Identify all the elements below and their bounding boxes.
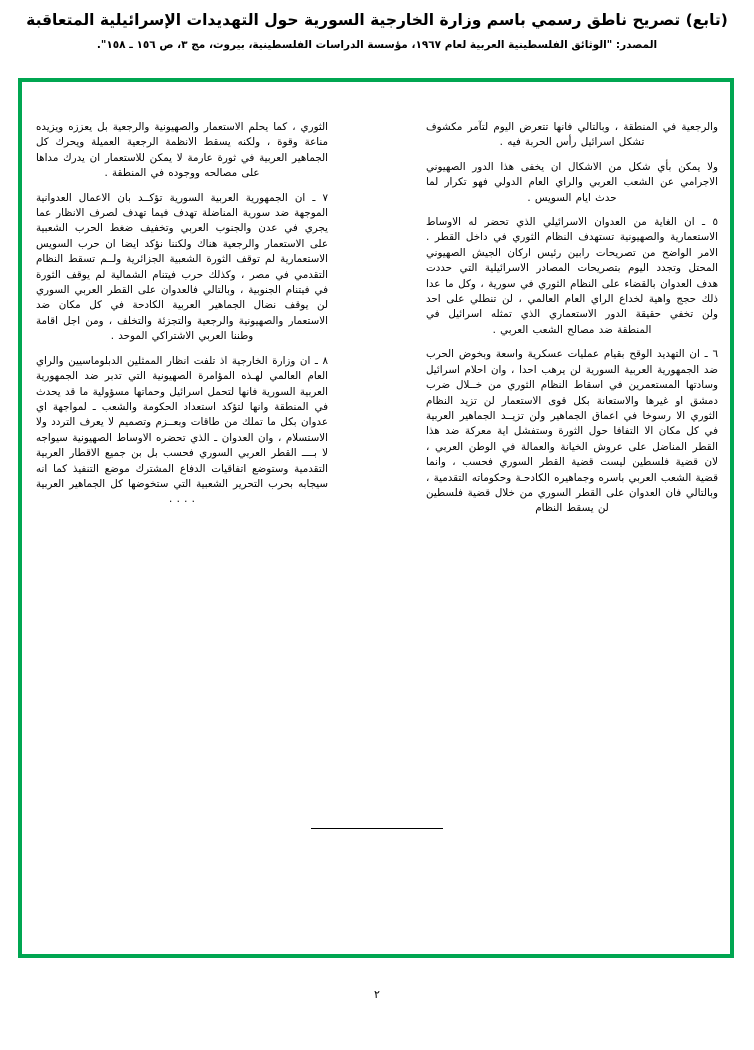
paragraph: ٥ ـ ان الغاية من العدوان الاسرائيلي الذي تحضر له الاوساط الاستعمارية والصهيونية تستهدف النظام الثوري في داخل القطر . الامر الواضح من تصريحات رابين رئيس اركان الجيش الصهيوني المحتل وتجدد اليوم بتصريحات المصادر الاسرائيلية التي حددت هدف العدوان بالقضاء على النظام الثوري في سورية ، وكل ما عدا ذلك حجج واهية لخداع الراي العام العالمي ، لن تنطلي على احد ولن تخفي حقيقة الدور الاستعماري الذي تمثله اسرائيل في المنطقة ضد مصالح الشعب العربي . (426, 216, 718, 336)
paragraph: ٧ ـ ان الجمهورية العربية السورية تؤكــد بان الاعمال العدوانية الموجهة ضد سورية المناضلة تهدف فيما تهدف لصرف الانظار عما يجري في عدن والجنوب العربي وتخفيف ضغط الحرب الشعبية على الاستعمار والرجعية هناك ولكننا نؤكد ايضا ان حرب السويس الاستعمارية لم توقف الثورة الشعبية الجزائرية ولــم تسقط النظام التقدمي في مصر ، وكذلك حرب فيتنام الشمالية لم يوقف الثورة في فيتنام الجنوبية ، وبالتالي فالعدوان على القطر العربي السوري لن يوقف نضال الجماهير العربية الكادحة في كل مكان ضد الاستعمار والصهيونية والرجعية والتجزئة والتخلف ، ومن اجل اقامة وطننا العربي الاشتراكي الموحد . (36, 191, 328, 343)
source-line: المصدر: "الوثائق الفلسطينية العربية لعام ١٩٦٧، مؤسسة الدراسات الفلسطينية، بيروت، مج ٣، ص ١٥٦ ـ ١٥٨". (96, 39, 658, 51)
column-left (426, 120, 718, 526)
page-number: ٢ (374, 988, 380, 1001)
paragraph: ٨ ـ ان وزارة الخارجية اذ تلفت انظار الممثلين الدبلوماسيين والراي العام العالمي لهـذه المؤامرة الصهيونية التي تدبر ضد الجمهورية العربية السورية فانها لتحمل اسرائيل وحماتها مسؤولية ما قد يحدث في المنطقة وانها لتؤكد استعداد الحكومة والشعب ـ لمواجهة اي عدوان بكل ما تملك من طاقات وبعــزم وتصميم لا يعرف التردد ولا الاستسلام ، وان العدوان ـ الذي تحضره الاوساط الصهيونية سيواجه لا بــــ القطر العربي السوري فحسب بل بن جميع الاقطار العربية التقدمية وستوضع اتفاقيات الدفاع المشترك موضع التنفيذ كما انه سيجابه بحرب التحرير الشعبية التي ستخوضها كل الجماهير العربية . . . . (36, 354, 328, 506)
document-header (0, 10, 754, 52)
paragraph: والرجعية في المنطقة ، وبالتالي فانها تتعرض اليوم لتآمر مكشوف تشكل اسرائيل رأس الحربة فيه . (426, 121, 718, 149)
body-columns (36, 120, 718, 526)
column-right (36, 120, 328, 526)
page-title: (تابع) تصريح ناطق رسمي باسم وزارة الخارجية السورية حول التهديدات الإسرائيلية المتعاقبة (26, 11, 728, 29)
section-divider (311, 828, 443, 829)
paragraph: ٦ ـ ان التهديد الوقح بقيام عمليات عسكرية واسعة وبخوض الحرب ضد الجمهورية العربية السورية لن يرهب احدا ، وان احلام اسرائيل وسادتها المستعمرين في اسقاط النظام الثوري من خــلال ضرب دمشق او غيرها والاستعانة بكل قوى الاستعمار لن تزيد النظام الثوري الا رسوخا في اعماق الجماهير ولن تزيــد الجماهير العربية في كل مكان الا التفافا حول الثورة وستفشل اية معركة ضد هذا القطر المناضل على عروش الخيانة والعمالة في الوطن العربي ، لان قضية فلسطين ليست قضية القطر السوري فحسب ، وانما قضية الشعب العربي باسره وجماهيره الكادحـة وحكوماته التقدمية ، وبالتالي فان العدوان على القطر السوري من خلال قضية فلسطين لن يسقط النظام (426, 348, 718, 515)
paragraph: الثوري ، كما يحلم الاستعمار والصهيونية والرجعية بل يعززه ويزيده مناعة وقوة ، ولكنه يسقط الانظمة الرجعية العميلة ويحرك كل الجماهير العربية في ثورة عارمة لا يمكن للاستعمار ان يدرك مداها على مصالحه ووجوده في المنطقة . (36, 121, 328, 180)
paragraph: ولا يمكن بأي شكل من الاشكال ان يخفى هذا الدور الصهيوني الاجرامي عن الشعب العربي والراي العام الدولي فهو تكرار لما حدث ايام السويس . (426, 160, 718, 204)
